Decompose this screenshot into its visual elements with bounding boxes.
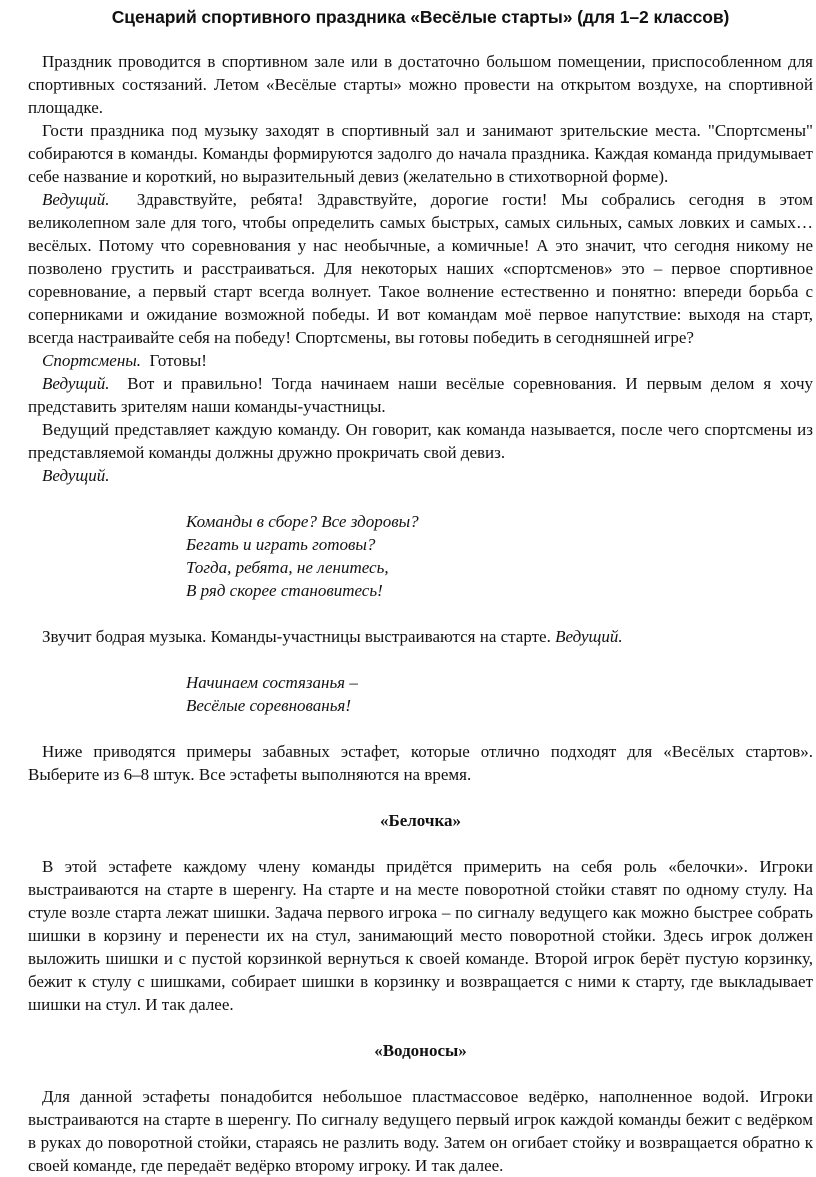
relay-title-vodonosy: «Водоносы» (374, 1041, 467, 1060)
relay-text-belochka: В этой эстафете каждому члену команды придётся примерить на себя роль «белочки». Игроки выстраиваются на старте в шеренгу. На старте и на месте поворотной стойки ставят по одному стулу. На стуле возле старта лежат шишки. Задача первого игрока – по сигналу ведущего как можно быстрее собрать шишки в корзину и перенести их на стул, занимающий место поворотной стойки. Здесь игрок должен выложить шишки и с пустой корзинкой вернуться к своей команде. Второй игрок берёт пустую корзинку, бежит к стулу с шишками, собирает шишки в корзинку и возвращается с ними к старту, где выкладывает шишки на стул. И так далее. (28, 857, 813, 1014)
speaker-text: Здравствуйте, ребята! Здравствуйте, дорогие гости! Мы собрались сегодня в этом великолепном зале для того, чтобы определить самых быстрых, самых сильных, самых ловких и самых… весёлых. Потому что соревнования у нас необычные, а комичные! А это значит, что сегодня никому не позволено грустить и расстраиваться. Для некоторых наших «спортсменов» это – первое спортивное соревнование, а первый старт всегда волнует. Такое волнение естественно и понятно: впереди борьба с соперниками и ожидание возможной победы. И вот командам моё первое напутствие: выходя на старт, всегда настраивайте себя на победу! Спортсмены, вы готовы победить в сегодняшней игре? (28, 190, 814, 347)
intro-paragraph-2: Гости праздника под музыку заходят в спортивный зал и занимают зрительские места. "Спортсмены" собираются в команды. Команды формируются задолго до начала праздника. Каждая команда придумывает себе название и короткий, но выразительный девиз (желательно в стихотворной форме). (28, 121, 813, 186)
document-page (28, 0, 813, 1177)
poem-line: Тогда, ребята, не ленитесь, (186, 558, 389, 577)
poem-line: В ряд скорее становитесь! (186, 581, 383, 600)
speaker-role: Ведущий. (555, 627, 623, 646)
poem-line: Бегать и играть готовы? (186, 535, 376, 554)
poem-line: Команды в сборе? Все здоровы? (186, 512, 419, 531)
speaker-role: Ведущий. (42, 190, 110, 209)
poem-2 (28, 671, 813, 717)
music-note (28, 625, 813, 648)
poem-1 (28, 510, 813, 602)
relay-text-vodonosy: Для данной эстафеты понадобится небольшое пластмассовое ведёрко, наполненное водой. Игроки выстраиваются на старте в шеренгу. По сигналу ведущего первый игрок каждой команды бежит с ведёрком в руках до поворотной стойки, стараясь не разлить воду. Затем он огибает стойку и возвращается обратно к своей команде, где передаёт ведёрко второму игроку. И так далее. (28, 1087, 813, 1175)
speaker-text: Вот и правильно! Тогда начинаем наши весёлые соревнования. И первым делом я хочу представить зрителям наши команды-участницы. (28, 374, 813, 416)
presenter-label-line (28, 464, 813, 487)
speaker-role: Спортсмены. (42, 351, 142, 370)
dialogue-line-3 (28, 372, 813, 418)
speaker-role: Ведущий. (42, 466, 110, 485)
poem-line: Весёлые соревнованья! (186, 696, 351, 715)
relay-title-belochka: «Белочка» (379, 811, 461, 830)
speaker-role: Ведущий. (42, 374, 110, 393)
dialogue-line-2 (28, 349, 813, 372)
speaker-text: Готовы! (149, 351, 207, 370)
document-title: Сценарий спортивного праздника «Весёлые старты» (для 1–2 классов) (111, 7, 730, 27)
dialogue-line-1 (28, 188, 813, 349)
poem-line: Начинаем состязанья – (186, 673, 358, 692)
music-note-text: Звучит бодрая музыка. Команды-участницы выстраиваются на старте. (42, 627, 551, 646)
intro-paragraph-1: Праздник проводится в спортивном зале или в достаточно большом помещении, приспособленном для спортивных состязаний. Летом «Весёлые старты» можно провести на открытом воздухе, на спортивной площадке. (28, 52, 813, 117)
relay-intro: Ниже приводятся примеры забавных эстафет, которые отлично подходят для «Весёлых стартов». Выберите из 6–8 штук. Все эстафеты выполняются на время. (28, 742, 813, 784)
presenter-note: Ведущий представляет каждую команду. Он говорит, как команда называется, после чего спортсмены из представляемой команды должны дружно прокричать свой девиз. (28, 420, 813, 462)
